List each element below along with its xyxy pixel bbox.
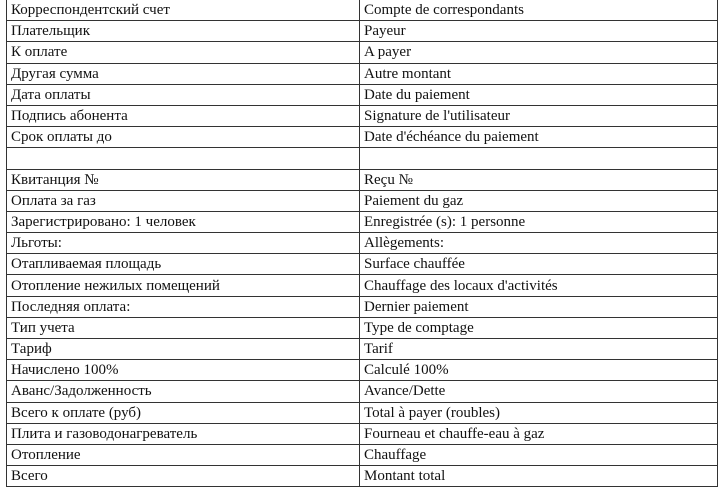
russian-term-cell: Квитанция № bbox=[7, 169, 360, 190]
table-row bbox=[7, 63, 718, 84]
table-row bbox=[7, 423, 718, 444]
russian-term-cell: Подпись абонента bbox=[7, 105, 360, 126]
table-row bbox=[7, 466, 718, 487]
french-term-cell: Tarif bbox=[360, 339, 718, 360]
russian-term-cell: Плита и газоводонагреватель bbox=[7, 423, 360, 444]
french-term-cell: Enregistrée (s): 1 personne bbox=[360, 211, 718, 232]
table-row bbox=[7, 402, 718, 423]
russian-term-cell: Зарегистрировано: 1 человек bbox=[7, 211, 360, 232]
french-term-cell: Montant total bbox=[360, 466, 718, 487]
french-term-cell: Allègements: bbox=[360, 233, 718, 254]
translation-table bbox=[6, 0, 718, 487]
french-term-cell: Chauffage bbox=[360, 444, 718, 465]
table-row bbox=[7, 317, 718, 338]
french-term-cell: Paiement du gaz bbox=[360, 190, 718, 211]
table-row bbox=[7, 148, 718, 169]
table-row bbox=[7, 360, 718, 381]
french-term-cell: Type de comptage bbox=[360, 317, 718, 338]
french-term-cell: Avance/Dette bbox=[360, 381, 718, 402]
table-row bbox=[7, 127, 718, 148]
french-term-cell: Dernier paiement bbox=[360, 296, 718, 317]
french-term-cell: Total à payer (roubles) bbox=[360, 402, 718, 423]
table-row bbox=[7, 0, 718, 21]
french-term-cell: Date du paiement bbox=[360, 84, 718, 105]
french-term-cell: Chauffage des locaux d'activités bbox=[360, 275, 718, 296]
table-row bbox=[7, 190, 718, 211]
table-row bbox=[7, 339, 718, 360]
table-row bbox=[7, 84, 718, 105]
russian-term-cell: Другая сумма bbox=[7, 63, 360, 84]
table-row bbox=[7, 211, 718, 232]
russian-term-cell: Начислено 100% bbox=[7, 360, 360, 381]
table-row bbox=[7, 42, 718, 63]
french-term-cell bbox=[360, 148, 718, 169]
table-row bbox=[7, 444, 718, 465]
russian-term-cell: Тариф bbox=[7, 339, 360, 360]
french-term-cell: Date d'échéance du paiement bbox=[360, 127, 718, 148]
table-row bbox=[7, 21, 718, 42]
french-term-cell: A payer bbox=[360, 42, 718, 63]
russian-term-cell: Аванс/Задолженность bbox=[7, 381, 360, 402]
french-term-cell: Reçu № bbox=[360, 169, 718, 190]
french-term-cell: Surface chauffée bbox=[360, 254, 718, 275]
russian-term-cell: Всего к оплате (руб) bbox=[7, 402, 360, 423]
table-body bbox=[7, 0, 718, 487]
table-row bbox=[7, 296, 718, 317]
russian-term-cell: Оплата за газ bbox=[7, 190, 360, 211]
table-row bbox=[7, 233, 718, 254]
russian-term-cell: Отопление bbox=[7, 444, 360, 465]
french-term-cell: Payeur bbox=[360, 21, 718, 42]
russian-term-cell: Последняя оплата: bbox=[7, 296, 360, 317]
french-term-cell: Signature de l'utilisateur bbox=[360, 105, 718, 126]
russian-term-cell: Всего bbox=[7, 466, 360, 487]
french-term-cell: Compte de correspondants bbox=[360, 0, 718, 21]
french-term-cell: Calculé 100% bbox=[360, 360, 718, 381]
russian-term-cell: Плательщик bbox=[7, 21, 360, 42]
table-row bbox=[7, 275, 718, 296]
russian-term-cell: К оплате bbox=[7, 42, 360, 63]
french-term-cell: Autre montant bbox=[360, 63, 718, 84]
russian-term-cell: Срок оплаты до bbox=[7, 127, 360, 148]
french-term-cell: Fourneau et chauffe-eau à gaz bbox=[360, 423, 718, 444]
table-row bbox=[7, 105, 718, 126]
russian-term-cell: Тип учета bbox=[7, 317, 360, 338]
table-row bbox=[7, 169, 718, 190]
russian-term-cell: Дата оплаты bbox=[7, 84, 360, 105]
russian-term-cell: Льготы: bbox=[7, 233, 360, 254]
table-row bbox=[7, 381, 718, 402]
russian-term-cell: Отапливаемая площадь bbox=[7, 254, 360, 275]
russian-term-cell: Отопление нежилых помещений bbox=[7, 275, 360, 296]
russian-term-cell: Корреспондентский счет bbox=[7, 0, 360, 21]
russian-term-cell bbox=[7, 148, 360, 169]
table-row bbox=[7, 254, 718, 275]
